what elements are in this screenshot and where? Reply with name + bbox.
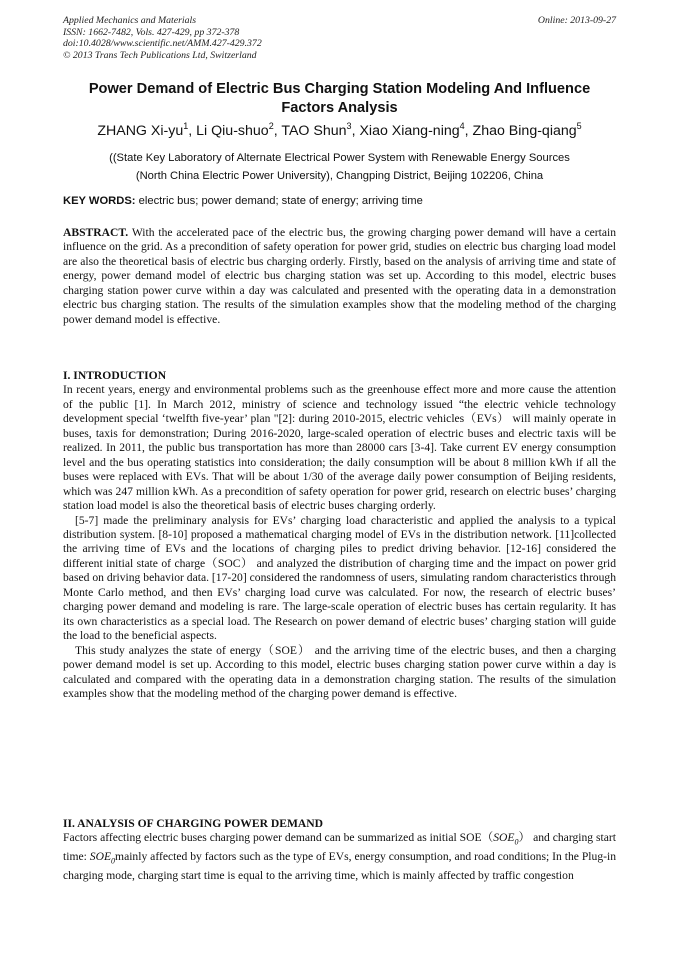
analysis-paragraph-1: Factors affecting electric buses charging power demand can be summarized as initial $SOE(SOE_0)$ and charging start time: $SOE_0mainly$ affected by factors such as the type of EVs, energy consumption, and road conditions; In the Plug-in charging mode, charging start time is equal to the arriving time, which is mainly affected by traffic congestion <box>63 831 616 882</box>
paper-title <box>63 80 616 118</box>
issn-line: ISSN: 1662-7482, Vols. 427-429, pp 372-378 <box>63 26 240 38</box>
author-3: TAO Shun$^3$, <box>281 121 360 139</box>
keywords <box>63 194 616 208</box>
section-heading-analysis: II. ANALYSIS OF CHARGING POWER DEMAND <box>63 817 324 830</box>
title-line-2: Factors Analysis <box>281 100 398 116</box>
section-introduction <box>63 369 616 701</box>
journal-header <box>63 15 616 61</box>
author-4: Xiao Xiang-ning$^4$, <box>359 121 473 139</box>
author-list <box>63 122 616 140</box>
author-1: ZHANG $Xi-yu^1$, <box>97 121 197 139</box>
doi-line: doi:10.4028/www.scientific.net/AMM.427-429.372 <box>63 38 262 49</box>
intro-paragraph-3: This study analyzes the state of energy（SOE） and the arriving time of the electric buses, and then a charging power demand model is set up. According to this model, electric buses charging station power curve within a day is calculated and compared with the operating data in a demonstration charging station. The results of the simulation examples show that the modeling method of the charging power demand is effective. <box>63 643 616 700</box>
online-date: Online: 2013-09-27 <box>537 15 616 26</box>
section-heading-introduction: I. INTRODUCTION <box>63 369 167 382</box>
intro-paragraph-2: [5-7] made the preliminary analysis for EVs’ charging load characteristic and applied the analysis to a typical distribution system. [8-10] proposed a mathematical charging model of EVs in the distribution network. [11]collected the arriving time of EVs and the locations of charging piles to predict driving behavior. [12-16] considered the different initial state of charge（SOC） and analyzed the distribution of charging time and the impact on power grid based on driving behavior data. [17-20] considered the randomness of users, simulating random characteristics through Monte Carlo method, and then EVs’ charging load curve was calculated. For now, the research of electric buses’ charging power demand and modeling is rare. The large-scale operation of electric buses has certain regularity. It has its own characteristics as a special load. The Research on power demand of electric buses’ charging station will guide the load to the beneficial aspects. <box>63 513 616 643</box>
journal-name: Applied Mechanics and Materials <box>63 15 197 26</box>
affiliation-line-2: (North China Electric Power University), Changping District, Beijing 102206, China <box>135 170 544 182</box>
abstract <box>63 226 616 327</box>
abstract-text: With the accelerated pace of the electric bus, the growing charging power demand will have a certain influence on the grid. As a precondition of safety operation for power grid, studies on electric bus charging load model are also the theoretical basis of electric bus charging orderly. Firstly, based on the analysis of arriving time and state of energy, power demand model of electric bus charging station was set up. According to this model, electric buses charging station power curve within a day was calculated and presented with the operating data in a demonstration electric bus charging station. The results of the simulation examples show that the modeling method of the charging power demand model is effective. <box>63 226 616 326</box>
keywords-text: electric bus; power demand; state of energy; arriving time <box>135 195 423 207</box>
author-2: Li Qiu-shuo$^2$, <box>196 121 282 139</box>
affiliation-line-1: ((State Key Laboratory of Alternate Electrical Power System with Renewable Energy Sources <box>109 152 570 164</box>
copyright-line: © 2013 Trans Tech Publications Ltd, Switzerland <box>63 49 257 61</box>
title-line-1: Power Demand of Electric Bus Charging Station Modeling And Influence <box>88 81 591 97</box>
intro-paragraph-1: In recent years, energy and environmental problems such as the greenhouse effect more and more cause the attention of the public [1]. In March 2012, ministry of science and technology issued “the electric vehicle technology development special ‘twelfth five-year’ plan "[2]: during 2010-2015, electric vehicles（EVs） will mainly operate in buses, taxis for demonstration; During 2016-2020, large-scaled operation of electric buses and electric taxis will be realized. In 2011, the public bus transportation has more than 28000 cars [3-4]. Take current EV energy consumption level and the bus operating statistics into consideration; the daily consumption will be about 8 million kWh if all the buses were replaced with EVs. That will be about 1/30 of the average daily power consumption of Beijing residents, which was 247 million kWh. As a precondition of safety operation for power grid, research on electric buses’ charging station load model is also the theoretical basis of electric buses charging orderly. <box>63 383 616 513</box>
affiliation <box>63 149 616 185</box>
keywords-label: KEY WORDS: <box>63 195 136 207</box>
author-5: Zhao Bing-qiang$^5$ <box>472 121 582 139</box>
section-analysis <box>63 817 616 883</box>
abstract-label: ABSTRACT. <box>63 226 129 239</box>
